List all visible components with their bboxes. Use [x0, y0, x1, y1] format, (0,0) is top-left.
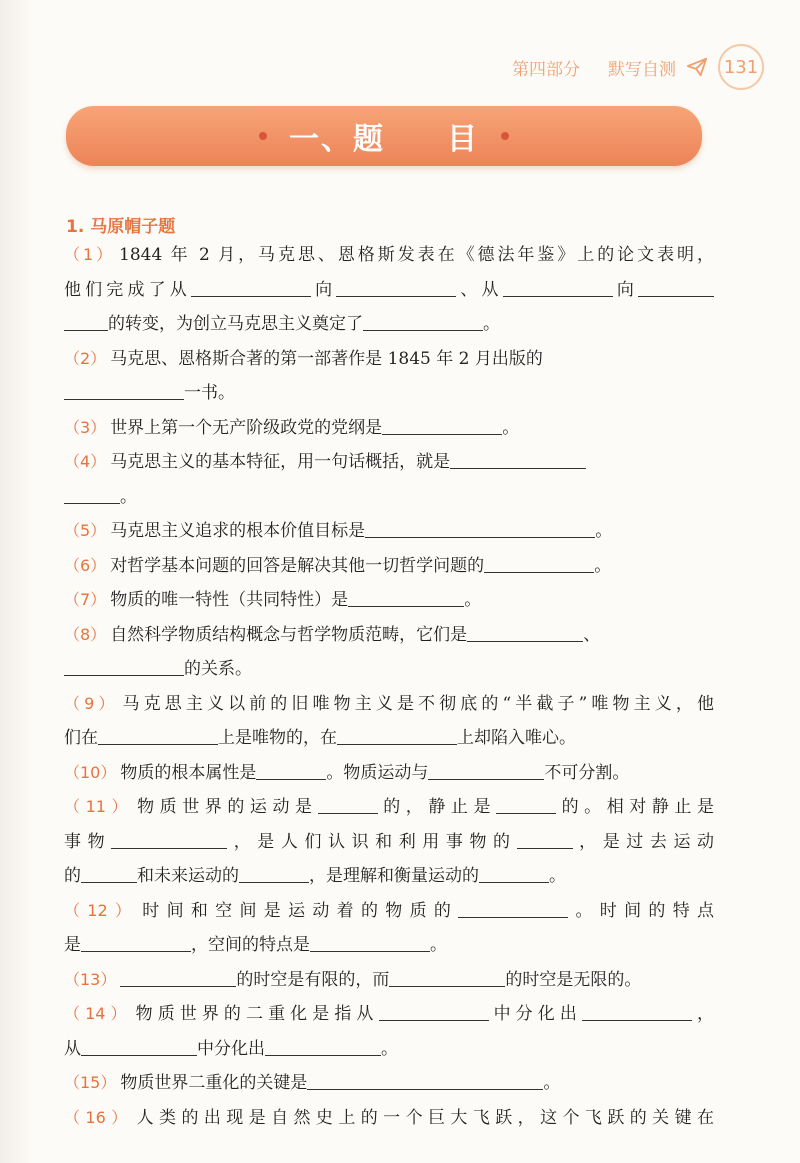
question-3: （3） 世界上第一个无产阶级政党的党纲是 。 [64, 417, 520, 438]
answer-blank[interactable] [517, 830, 573, 849]
question-14: （14） 物质世界的二重化是指从 中分化出 ， [64, 1004, 715, 1024]
answer-blank[interactable] [81, 1037, 197, 1056]
chapter-banner [66, 106, 702, 166]
paper-plane-icon [686, 56, 708, 78]
answer-blank[interactable] [239, 864, 309, 883]
banner-dot-right [501, 132, 509, 140]
question-6: （6） 对哲学基本问题的回答是解决其他一切哲学问题的 。 [64, 555, 612, 576]
section-label: 默写自测 [608, 59, 676, 80]
question-4: （4） 马克思主义的基本特征，用一句话概括，就是 [64, 445, 714, 480]
question-1-line2: 他们完成了从 向 、从 向 [64, 273, 714, 308]
answer-blank[interactable] [256, 761, 326, 780]
answer-blank[interactable] [582, 1002, 692, 1021]
question-1: （1） 1844 年 2 月，马克思、恩格斯发表在《德法年鉴》上的论文表明， [64, 245, 714, 265]
answer-blank[interactable] [307, 1071, 543, 1090]
question-12-line2: 是 ，空间的特点是 。 [64, 935, 447, 955]
question-1-line3: 的转变，为创立马克思主义奠定了 。 [64, 307, 714, 342]
answer-blank[interactable] [64, 381, 184, 400]
answer-blank[interactable] [467, 623, 583, 642]
answer-blank[interactable] [191, 278, 311, 297]
answer-blank[interactable] [365, 519, 595, 538]
answer-blank[interactable] [81, 864, 137, 883]
question-11-line2: 事物 ，是人们认识和利用事物的 ，是过去运动 [64, 831, 715, 852]
question-list [64, 238, 714, 1135]
answer-blank[interactable] [428, 761, 544, 780]
answer-blank[interactable] [348, 588, 464, 607]
answer-blank[interactable] [458, 899, 568, 918]
answer-blank[interactable] [64, 657, 184, 676]
page-number: 131 [718, 44, 764, 90]
answer-blank[interactable] [638, 278, 714, 297]
answer-blank[interactable] [310, 933, 430, 952]
answer-blank[interactable] [450, 450, 586, 469]
answer-blank[interactable] [382, 416, 502, 435]
answer-blank[interactable] [379, 1002, 489, 1021]
answer-blank[interactable] [318, 795, 378, 814]
question-7: （7） 物质的唯一特性（共同特性）是 。 [64, 590, 482, 610]
question-13: （13） 的时空是有限的，而 的时空是无限的。 [64, 969, 642, 990]
answer-blank[interactable] [120, 968, 236, 987]
question-12: （12） 时间和空间是运动着的物质的 。时间的特点 [64, 900, 714, 921]
banner-title-part1: 一、题 [289, 122, 385, 157]
answer-blank[interactable] [496, 795, 556, 814]
question-8: （8） 自然科学物质结构概念与哲学物质范畴，它们是 、 [64, 624, 601, 645]
question-4-line2: 。 [64, 480, 714, 515]
answer-blank[interactable] [336, 278, 456, 297]
question-5: （5） 马克思主义追求的根本价值目标是 。 [64, 521, 613, 541]
question-15: （15） 物质世界二重化的关键是 。 [64, 1073, 561, 1093]
answer-blank[interactable] [389, 968, 505, 987]
question-10: （10） 物质的根本属性是 。物质运动与 不可分割。 [64, 762, 630, 783]
answer-blank[interactable] [111, 830, 227, 849]
question-11-line3: 的 和未来运动的 ，是理解和衡量运动的 。 [64, 866, 566, 886]
question-2-line2: 一书。 [64, 376, 714, 411]
page-header [512, 44, 764, 90]
answer-blank[interactable] [64, 312, 108, 331]
question-14-line2: 从 中分化出 。 [64, 1038, 398, 1059]
section-title: 1. 马原帽子题 [66, 217, 176, 237]
answer-blank[interactable] [64, 485, 120, 504]
answer-blank[interactable] [81, 933, 191, 952]
banner-dot-left [259, 132, 267, 140]
answer-blank[interactable] [265, 1037, 381, 1056]
answer-blank[interactable] [98, 726, 218, 745]
answer-blank[interactable] [484, 554, 594, 573]
answer-blank[interactable] [363, 312, 483, 331]
question-9: （9） 马克思主义以前的旧唯物主义是不彻底的“半截子”唯物主义，他 [64, 693, 714, 714]
part-label: 第四部分 [512, 59, 580, 80]
question-9-line2: 们在 上是唯物的，在 上却陷入唯心。 [64, 728, 576, 748]
question-8-line2: 的关系。 [64, 652, 714, 687]
answer-blank[interactable] [503, 278, 613, 297]
banner-title-part2: 目 [447, 122, 479, 157]
answer-blank[interactable] [337, 726, 457, 745]
page-gutter [0, 0, 34, 1163]
question-2: （2） 马克思、恩格斯合著的第一部著作是 1845 年 2 月出版的 [64, 348, 543, 369]
answer-blank[interactable] [479, 864, 549, 883]
question-11: （11） 物质世界的运动是 的，静止是 的。相对静止是 [64, 797, 715, 817]
question-16: （16） 人类的出现是自然史上的一个巨大飞跃，这个飞跃的关键在 [64, 1107, 714, 1128]
